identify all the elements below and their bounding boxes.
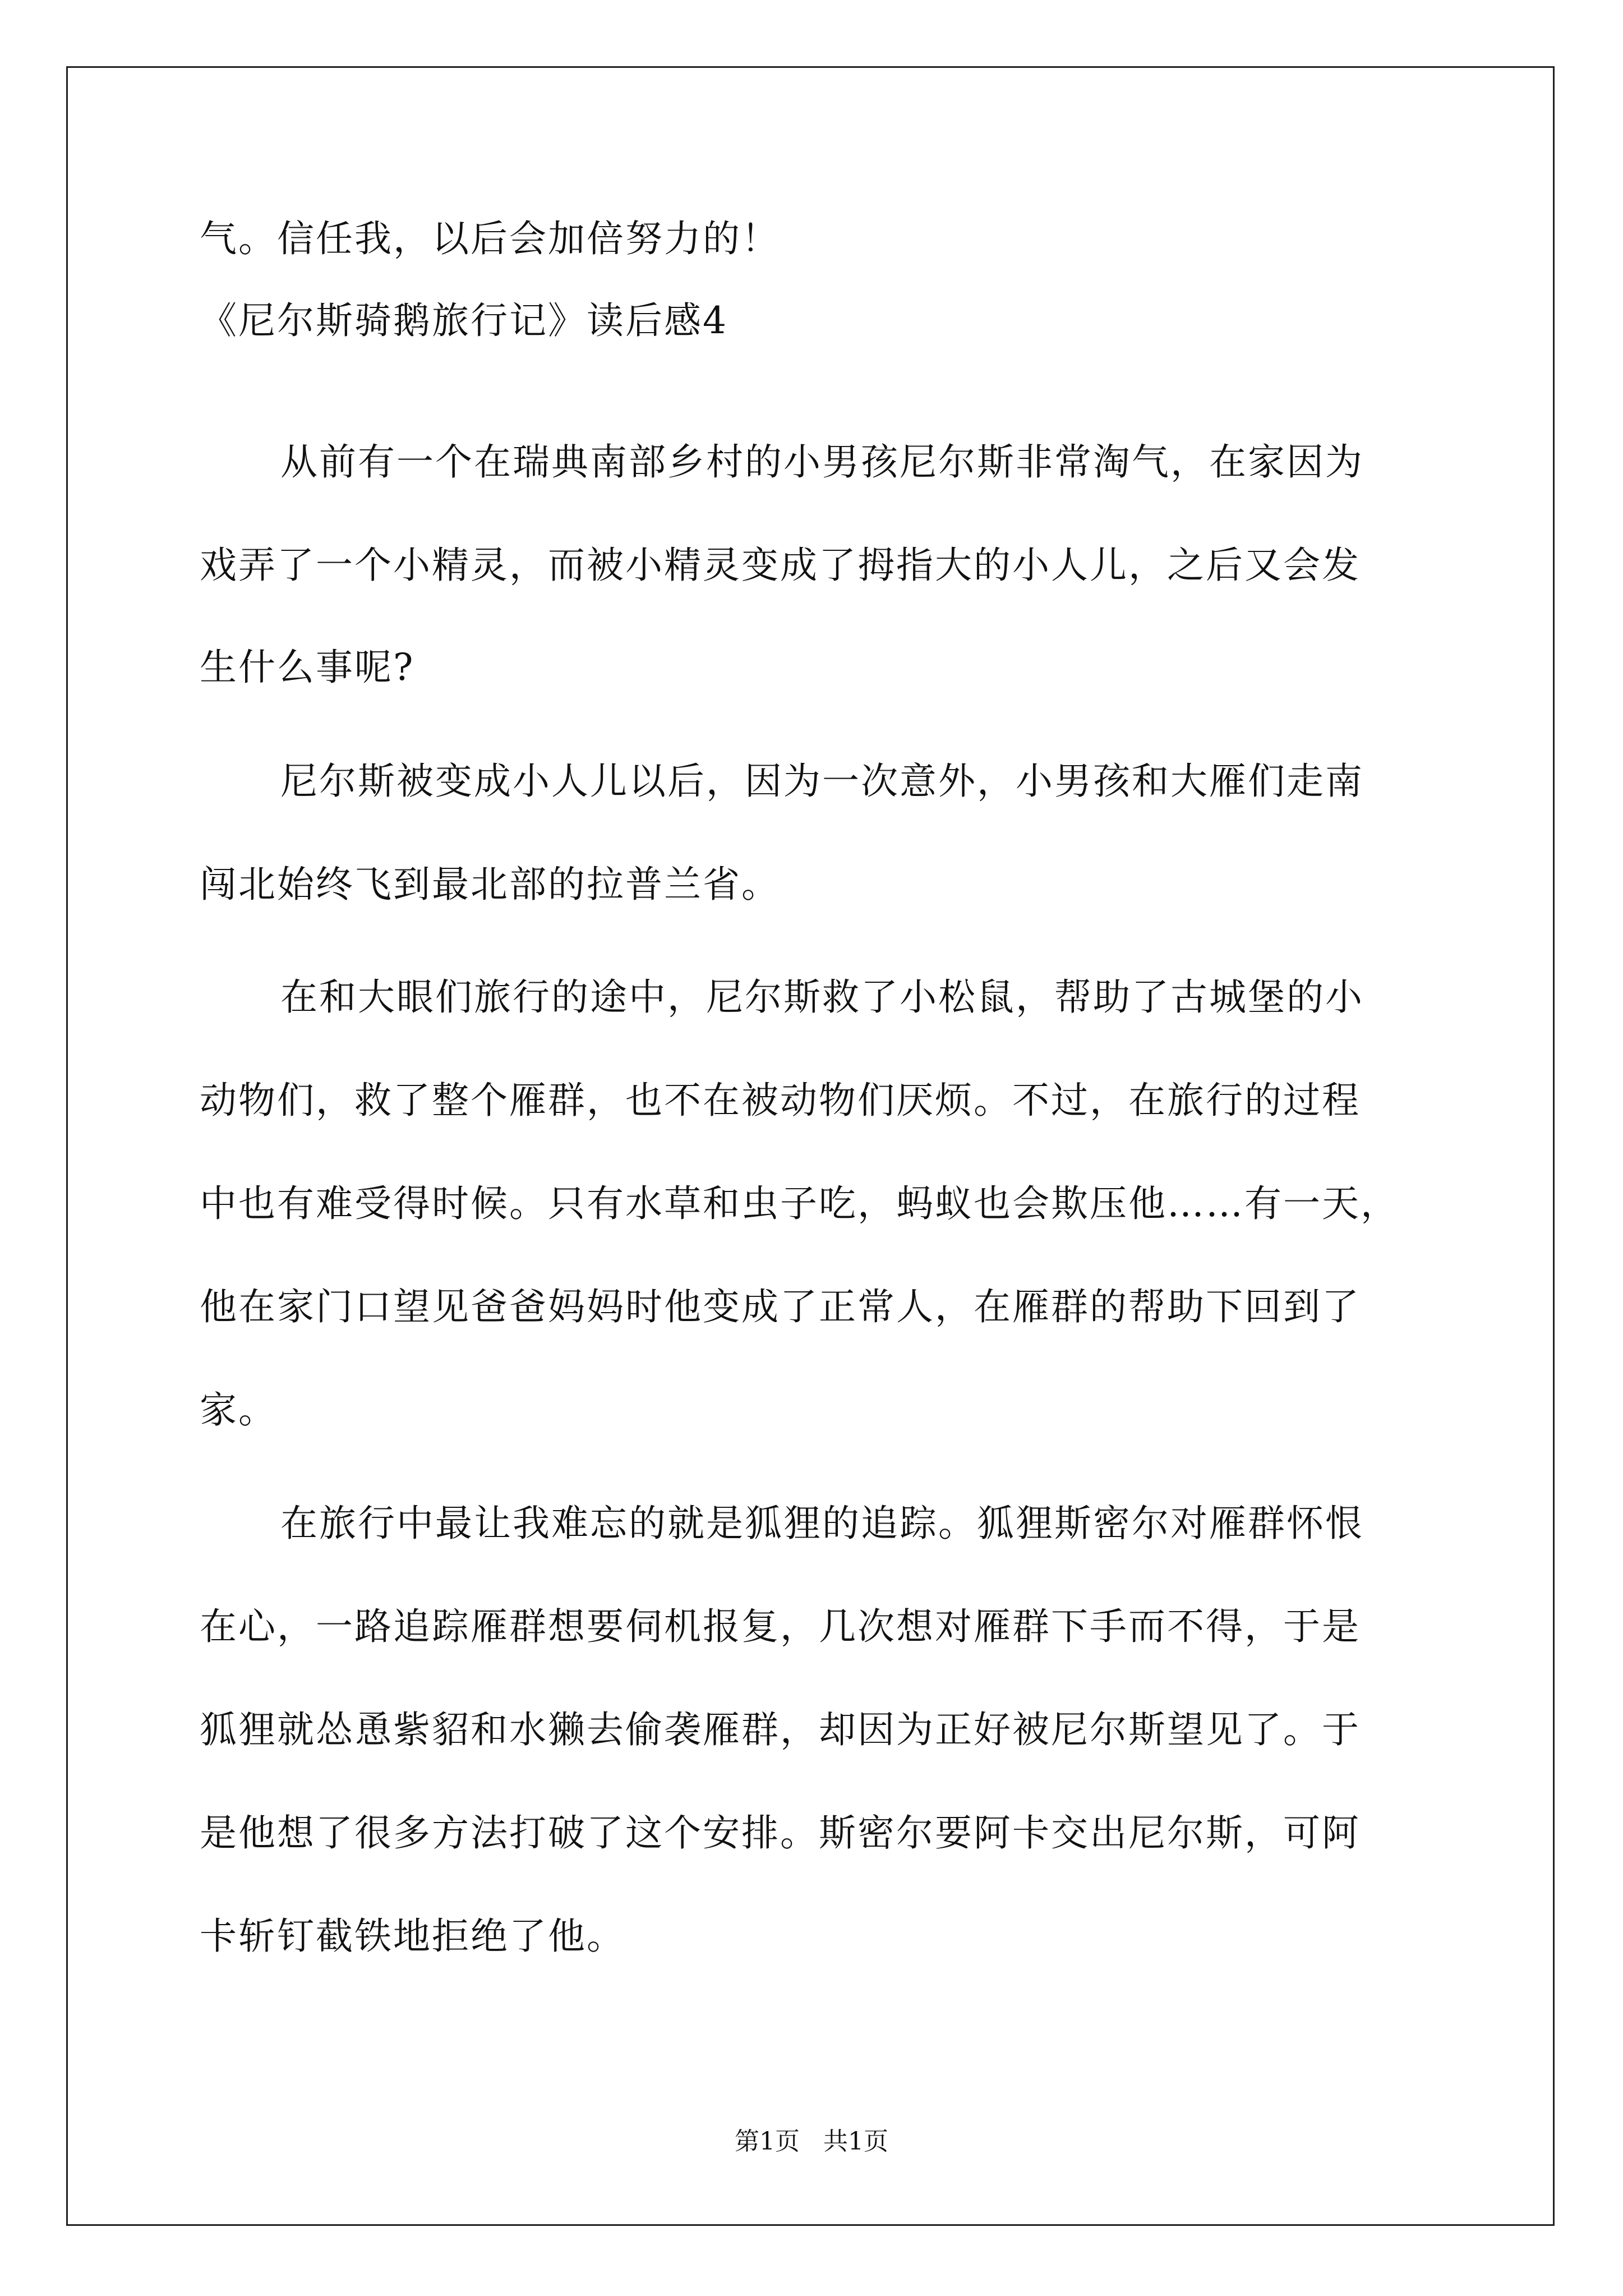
page-footer: 第1页 共1页 xyxy=(735,2127,888,2156)
text-line: 生什么事呢? xyxy=(200,646,415,689)
text-line: 气。信任我，以后会加倍努力的！ xyxy=(200,217,780,260)
section-title: 《尼尔斯骑鹅旅行记》读后感4 xyxy=(200,299,728,342)
text-line: 在和大眼们旅行的途中，尼尔斯救了小松鼠，帮助了古城堡的小 xyxy=(280,976,1364,1019)
text-line: 家。 xyxy=(200,1388,277,1432)
text-line: 狐狸就怂恿紫貂和水獭去偷袭雁群，却因为正好被尼尔斯望见了。于 xyxy=(200,1708,1361,1751)
text-line: 从前有一个在瑞典南部乡村的小男孩尼尔斯非常淘气，在家因为 xyxy=(280,440,1364,484)
text-line: 在旅行中最让我难忘的就是狐狸的追踪。狐狸斯密尔对雁群怀恨 xyxy=(280,1502,1364,1545)
page-border xyxy=(66,66,1555,2226)
text-line: 动物们，救了整个雁群，也不在被动物们厌烦。不过，在旅行的过程 xyxy=(200,1079,1361,1122)
text-line: 他在家门口望见爸爸妈妈时他变成了正常人，在雁群的帮助下回到了 xyxy=(200,1285,1361,1328)
text-line: 是他想了很多方法打破了这个安排。斯密尔要阿卡交出尼尔斯，可阿 xyxy=(200,1811,1361,1855)
text-line: 在心，一路追踪雁群想要伺机报复，几次想对雁群下手而不得，于是 xyxy=(200,1605,1361,1648)
text-line: 卡斩钉截铁地拒绝了他。 xyxy=(200,1915,625,1958)
text-line: 闯北始终飞到最北部的拉普兰省。 xyxy=(200,863,780,906)
text-line: 中也有难受得时候。只有水草和虫子吃，蚂蚁也会欺压他……有一天， xyxy=(200,1182,1399,1225)
text-line: 戏弄了一个小精灵，而被小精灵变成了拇指大的小人儿，之后又会发 xyxy=(200,544,1361,587)
text-line: 尼尔斯被变成小人儿以后，因为一次意外，小男孩和大雁们走南 xyxy=(280,760,1364,803)
